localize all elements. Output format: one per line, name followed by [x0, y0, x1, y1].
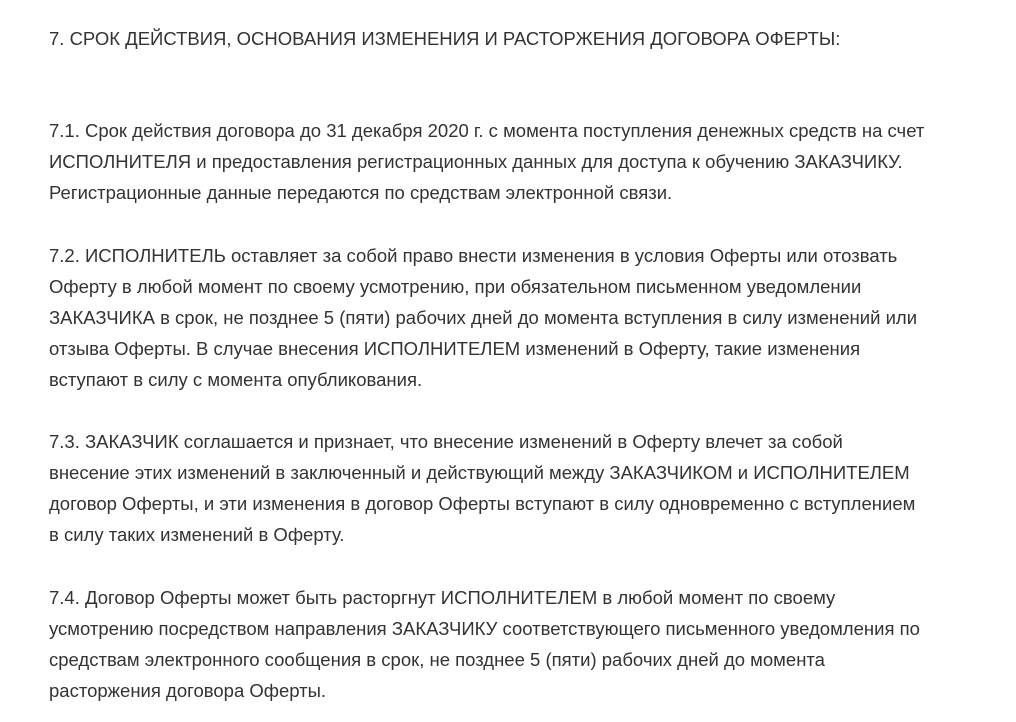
- paragraph-line: 7.4. Договор Оферты может быть расторгнут ИСПОЛНИТЕЛЕМ в любой момент по своему: [49, 587, 836, 608]
- paragraph-line: договор Оферты, и эти изменения в договор Оферты вступают в силу одновременно с вступлением: [49, 493, 916, 514]
- paragraph-line: усмотрению посредством направления ЗАКАЗЧИКУ соответствующего письменного уведомления по: [49, 618, 920, 639]
- paragraph-line: Регистрационные данные передаются по средствам электронной связи.: [49, 182, 673, 203]
- paragraph-line: средствам электронного сообщения в срок, не позднее 5 (пяти) рабочих дней до момента: [49, 649, 825, 670]
- paragraph-line: вступают в силу с момента опубликования.: [49, 369, 423, 390]
- paragraph-7-3: [49, 426, 915, 550]
- paragraph-line: 7.2. ИСПОЛНИТЕЛЬ оставляет за собой право внести изменения в условия Оферты или отозвать: [49, 245, 898, 266]
- paragraph-7-2: [49, 240, 917, 395]
- paragraph-7-4: [49, 582, 920, 706]
- paragraph-line: 7.1. Срок действия договора до 31 декабря 2020 г. с момента поступления денежных средств на счет: [49, 120, 925, 141]
- paragraph-line: в силу таких изменений в Оферту.: [49, 524, 345, 545]
- paragraph-7-1: [49, 115, 924, 208]
- paragraph-line: отзыва Оферты. В случае внесения ИСПОЛНИТЕЛЕМ изменений в Оферту, такие изменения: [49, 338, 861, 359]
- section-heading: 7. СРОК ДЕЙСТВИЯ, ОСНОВАНИЯ ИЗМЕНЕНИЯ И РАСТОРЖЕНИЯ ДОГОВОРА ОФЕРТЫ:: [49, 28, 841, 49]
- paragraph-line: расторжения договора Оферты.: [49, 680, 327, 701]
- paragraph-line: ЗАКАЗЧИКА в срок, не позднее 5 (пяти) рабочих дней до момента вступления в силу изменений или: [49, 307, 918, 328]
- paragraph-line: внесение этих изменений в заключенный и действующий между ЗАКАЗЧИКОМ и ИСПОЛНИТЕЛЕМ: [49, 462, 910, 483]
- paragraph-line: 7.3. ЗАКАЗЧИК соглашается и признает, что внесение изменений в Оферту влечет за собой: [49, 431, 843, 452]
- paragraph-line: Оферту в любой момент по своему усмотрению, при обязательном письменном уведомлении: [49, 276, 862, 297]
- paragraph-line: ИСПОЛНИТЕЛЯ и предоставления регистрационных данных для доступа к обучению ЗАКАЗЧИКУ.: [49, 151, 903, 172]
